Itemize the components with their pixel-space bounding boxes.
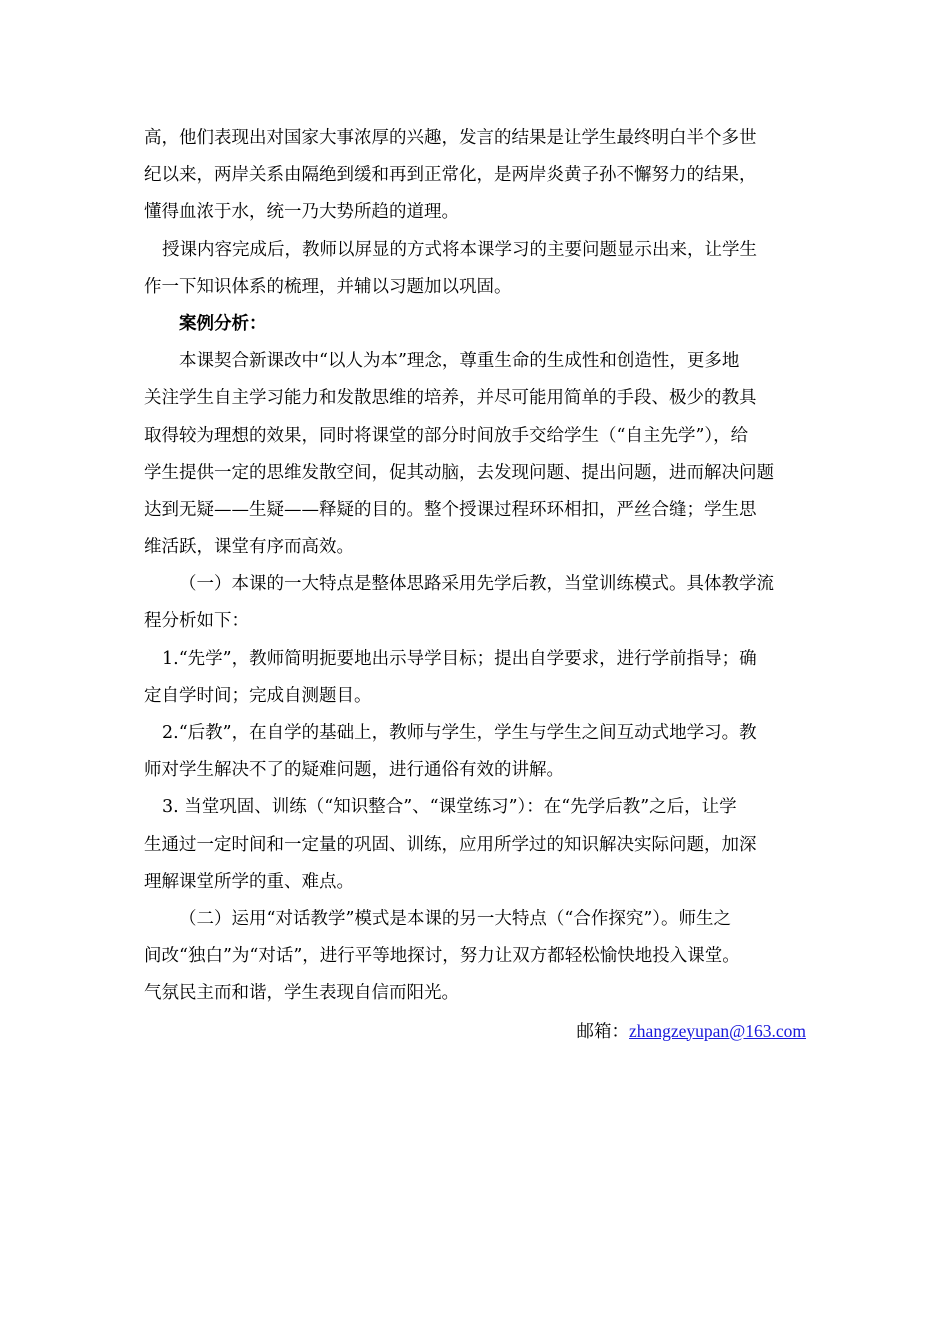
text-line: 1.“先学”，教师简明扼要地出示导学目标；提出自学要求，进行学前指导；确 — [162, 648, 757, 669]
text-line: 生通过一定时间和一定量的巩固、训练，应用所学过的知识解决实际问题，加深 — [144, 834, 757, 855]
text-line: 程分析如下： — [144, 611, 249, 632]
email-link[interactable]: zhangzeyupan@163.com — [629, 1020, 806, 1041]
text-line: 师对学生解决不了的疑难问题，进行通俗有效的讲解。 — [144, 760, 564, 781]
text-line: 达到无疑——生疑——释疑的目的。整个授课过程环环相扣，严丝合缝；学生思 — [144, 499, 757, 520]
text-line: 学生提供一定的思维发散空间，促其动脑，去发现问题、提出问题，进而解决问题 — [144, 462, 774, 483]
email-line — [144, 1013, 816, 1050]
text-line: （二）运用“对话教学”模式是本课的另一大特点（“合作探究”）。师生之 — [179, 908, 732, 929]
text-line: 本课契合新课改中“以人为本”理念，尊重生命的生成性和创造性，更多地 — [179, 351, 740, 372]
text-line: 授课内容完成后，教师以屏显的方式将本课学习的主要问题显示出来，让学生 — [162, 239, 757, 260]
section-heading: 案例分析： — [179, 313, 267, 334]
text-line: 3. 当堂巩固、训练（“知识整合”、“课堂练习”）：在“先学后教”之后，让学 — [162, 797, 737, 818]
text-line: 定自学时间；完成自测题目。 — [144, 685, 372, 706]
text-line: 2.“后教”，在自学的基础上，教师与学生，学生与学生之间互动式地学习。教 — [162, 723, 757, 743]
text-line: 理解课堂所学的重、难点。 — [144, 871, 354, 892]
text-line: 关注学生自主学习能力和发散思维的培养，并尽可能用简单的手段、极少的教具 — [144, 388, 757, 409]
text-line: 间改“独白”为“对话”，进行平等地探讨，努力让双方都轻松愉快地投入课堂。 — [144, 946, 740, 967]
text-line: （一）本课的一大特点是整体思路采用先学后教，当堂训练模式。具体教学流 — [179, 574, 774, 595]
text-line: 懂得血浓于水，统一乃大势所趋的道理。 — [144, 202, 459, 223]
text-line: 作一下知识体系的梳理，并辅以习题加以巩固。 — [144, 276, 512, 297]
document-body — [144, 120, 816, 1050]
text-line: 高，他们表现出对国家大事浓厚的兴趣，发言的结果是让学生最终明白半个多世 — [144, 128, 757, 148]
text-line: 取得较为理想的效果，同时将课堂的部分时间放手交给学生（“自主先学”），给 — [144, 425, 749, 446]
text-line: 气氛民主而和谐，学生表现自信而阳光。 — [144, 983, 459, 1004]
text-line: 维活跃，课堂有序而高效。 — [144, 537, 354, 558]
text-line: 纪以来，两岸关系由隔绝到缓和再到正常化，是两岸炎黄子孙不懈努力的结果， — [144, 165, 757, 186]
email-label: 邮箱： — [576, 1021, 630, 1042]
